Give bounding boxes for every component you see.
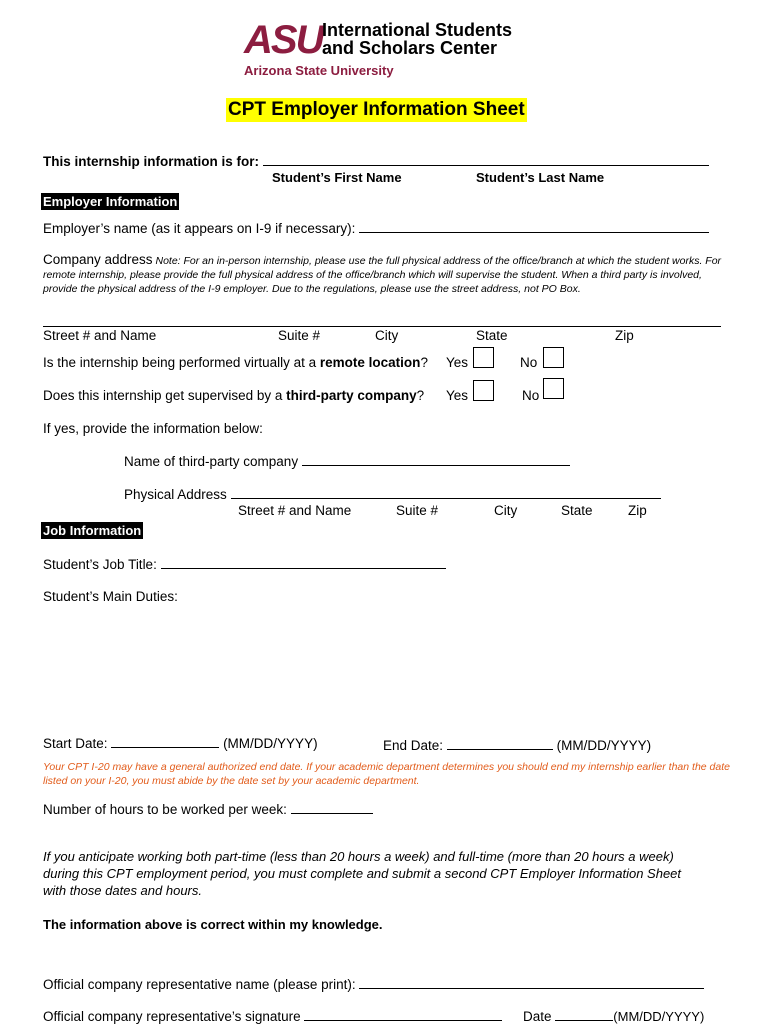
remote-yes-label: Yes	[446, 355, 469, 370]
remote-no-label: No	[520, 355, 538, 370]
rep-name-row	[43, 976, 704, 992]
company-address-block	[43, 253, 733, 296]
i20-note: Your CPT I-20 may have a general authorized end date. If your academic department determines you should end my internship earlier than the date listed on your I-20, you must abide by the date set by your academic department.	[43, 761, 730, 787]
company-address-field[interactable]	[43, 326, 721, 327]
address-caption-state: State	[476, 328, 508, 343]
start-date-field[interactable]	[111, 735, 219, 748]
remote-no-checkbox[interactable]	[543, 347, 564, 368]
pa-caption-state: State	[561, 503, 593, 518]
rep-signature-field[interactable]	[304, 1008, 502, 1021]
address-caption-city: City	[375, 328, 399, 343]
pa-caption-zip: Zip	[628, 503, 647, 518]
rep-date-format: (MM/DD/YYYY)	[613, 1009, 705, 1024]
student-name-field[interactable]	[263, 153, 709, 166]
third-party-yes-checkbox[interactable]	[473, 380, 494, 401]
physical-address-field[interactable]	[231, 486, 661, 499]
org-name	[322, 21, 512, 57]
job-title-row	[43, 556, 446, 572]
university-name: Arizona State University	[244, 63, 394, 78]
asu-logo-mark: ASU	[244, 18, 323, 62]
third-party-question-prefix: Does this internship get supervised by a	[43, 388, 287, 403]
physical-address-label: Physical Address	[124, 487, 227, 502]
end-date-row	[383, 737, 651, 753]
remote-question-suffix: ?	[420, 355, 428, 370]
end-date-field[interactable]	[447, 737, 553, 750]
address-caption-suite: Suite #	[278, 328, 321, 343]
rep-date-field[interactable]	[555, 1008, 613, 1021]
company-address-label: Company address	[43, 252, 153, 267]
first-name-caption: Student’s First Name	[272, 170, 402, 185]
third-party-question-suffix: ?	[416, 388, 425, 403]
intern-for-label: This internship information is for:	[43, 154, 259, 169]
start-date-format: (MM/DD/YYYY)	[223, 736, 318, 751]
rep-date-label: Date	[523, 1009, 552, 1024]
remote-question	[43, 355, 428, 370]
main-duties-field[interactable]	[43, 610, 723, 725]
remote-yes-checkbox[interactable]	[473, 347, 494, 368]
remote-question-prefix: Is the internship being performed virtually at a	[43, 355, 320, 370]
job-section-heading: Job Information	[43, 523, 142, 538]
org-line1: International Students	[322, 20, 513, 40]
certification-statement: The information above is correct within my knowledge.	[43, 917, 383, 932]
third-party-name-row	[124, 453, 570, 469]
remote-question-bold: remote location	[319, 355, 421, 370]
third-party-question	[43, 388, 424, 403]
employer-name-label: Employer’s name (as it appears on I-9 if necessary):	[43, 221, 356, 236]
pa-caption-street: Street # and Name	[238, 503, 352, 518]
third-party-no-checkbox[interactable]	[543, 378, 564, 399]
third-party-yes-label: Yes	[446, 388, 469, 403]
hours-label: Number of hours to be worked per week:	[43, 802, 287, 817]
asu-logo	[244, 20, 322, 60]
rep-name-label: Official company representative name (please print):	[43, 977, 356, 992]
third-party-question-bold: third-party company	[286, 388, 417, 403]
employer-name-field[interactable]	[359, 220, 709, 233]
rep-signature-label: Official company representative’s signature	[43, 1009, 301, 1024]
hours-row	[43, 801, 373, 817]
start-date-label: Start Date:	[43, 736, 108, 751]
pa-caption-city: City	[494, 503, 518, 518]
start-date-row	[43, 735, 318, 751]
if-yes-label: If yes, provide the information below:	[43, 421, 263, 436]
last-name-caption: Student’s Last Name	[476, 170, 605, 185]
end-date-format: (MM/DD/YYYY)	[556, 738, 652, 753]
parttime-note: If you anticipate working both part-time (less than 20 hours a week) and full-time (more than 20 hours a week) during this CPT employment period, you must complete and submit a second CPT Employer Information Sheet with those dates and hours.	[43, 849, 682, 898]
job-title-field[interactable]	[161, 556, 446, 569]
intern-for-row	[43, 153, 709, 169]
address-caption-street: Street # and Name	[43, 328, 157, 343]
hours-field[interactable]	[291, 801, 373, 814]
end-date-label: End Date:	[383, 738, 444, 753]
physical-address-row	[124, 486, 661, 502]
pa-caption-suite: Suite #	[396, 503, 439, 518]
third-party-no-label: No	[522, 388, 540, 403]
address-caption-zip: Zip	[615, 328, 634, 343]
employer-section-heading: Employer Information	[43, 194, 178, 209]
company-address-note: Note: For an in-person internship, please use the full physical address of the office/branch at which the student works. For remote internship, please provide the full physical address of the office/branch which will supervise the student. When a third party is involved, provide the physical address of the I-9 employer. Due to the regulations, please use the street address, not PO Box.	[43, 255, 722, 295]
employer-name-row	[43, 220, 709, 236]
third-party-name-label: Name of third-party company	[124, 454, 299, 469]
rep-name-field[interactable]	[359, 976, 704, 989]
org-line2: and Scholars Center	[322, 38, 498, 58]
rep-signature-row	[43, 1008, 502, 1024]
third-party-name-field[interactable]	[302, 453, 570, 466]
rep-date-row	[523, 1008, 704, 1024]
job-title-label: Student’s Job Title:	[43, 557, 157, 572]
main-duties-label: Student’s Main Duties:	[43, 589, 178, 604]
page-title: CPT Employer Information Sheet	[228, 99, 525, 120]
